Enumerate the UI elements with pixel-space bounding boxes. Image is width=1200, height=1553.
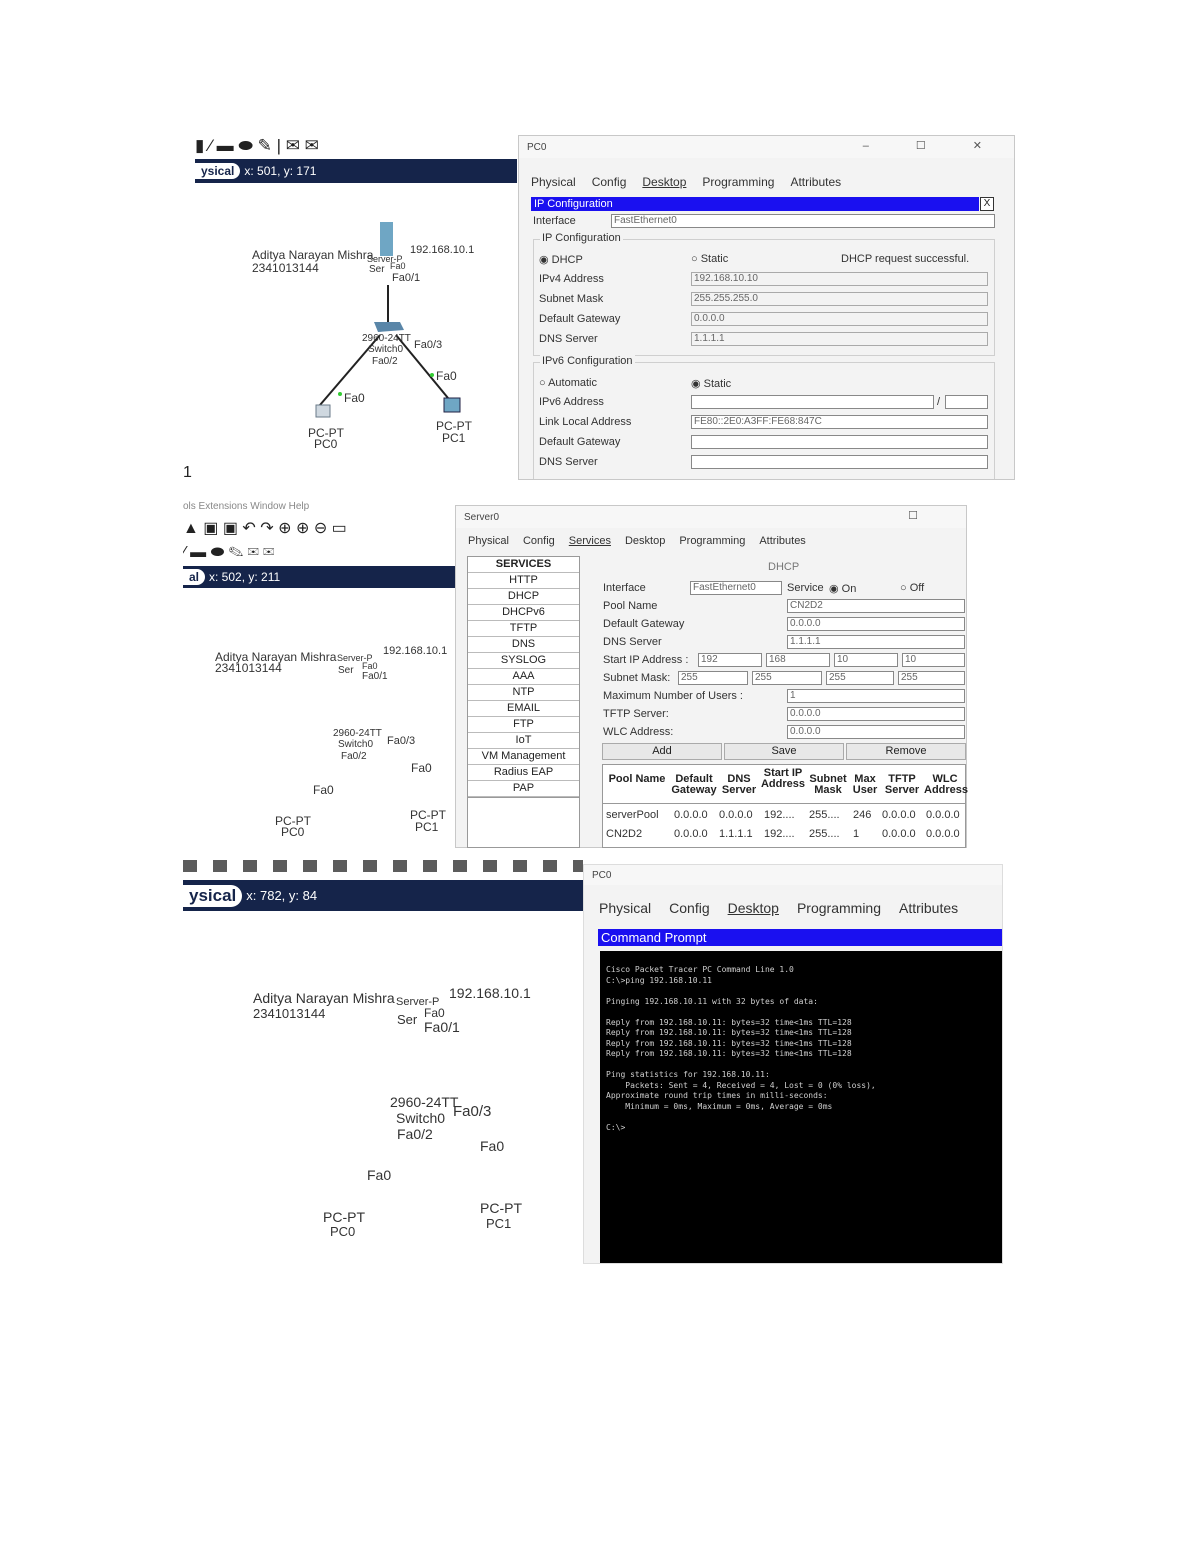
switch-port-left: Fa0/2 — [341, 751, 367, 762]
max-users-label: Maximum Number of Users : — [603, 690, 743, 702]
cell-mask: 255.... — [809, 809, 840, 821]
cell-wlc: 0.0.0.0 — [926, 809, 960, 821]
mask-octet-1[interactable]: 255 — [678, 671, 748, 685]
pc0-icon — [316, 405, 330, 417]
terminal-line — [606, 1112, 1003, 1123]
terminal-line: Reply from 192.168.10.11: bytes=32 time<1ms TTL=128 — [606, 1017, 852, 1027]
service-dhcpv6[interactable]: DHCPv6 — [468, 605, 579, 621]
pc0-command-prompt-window — [583, 864, 1003, 1264]
cursor-coords: x: 502, y: 211 — [209, 570, 281, 584]
tab-physical[interactable]: Physical — [599, 900, 652, 916]
switch-port-left: Fa0/2 — [372, 356, 398, 367]
main-toolbar[interactable]: ▲ ▣ ▣ ↶ ↷ ⊕ ⊕ ⊖ ▭ — [183, 520, 347, 537]
author-name: Aditya Narayan Mishra — [252, 248, 374, 262]
ipv4-label: IPv4 Address — [539, 273, 604, 285]
auto-label: Automatic — [548, 377, 598, 389]
server-short-label: Ser — [338, 665, 354, 676]
tab-attributes[interactable]: Attributes — [759, 535, 806, 547]
dhcp-label: DHCP — [551, 254, 583, 266]
pc1-port: Fa0 — [480, 1138, 505, 1154]
roll-number: 2341013144 — [253, 1006, 326, 1021]
switch-port-right: Fa0/3 — [453, 1103, 492, 1120]
dns-field[interactable]: 1.1.1.1 — [787, 635, 965, 649]
cell-pool-name: serverPool — [606, 809, 659, 821]
author-name: Aditya Narayan Mishra — [253, 990, 395, 1006]
pc0-type: PC-PT — [323, 1209, 365, 1225]
gateway6-field[interactable] — [691, 435, 988, 449]
cell-max-user: 246 — [853, 809, 872, 821]
tab-attributes[interactable]: Attributes — [790, 175, 842, 189]
ipv6-prefix-field[interactable] — [945, 395, 988, 409]
drawing-toolbar[interactable]: ⁄ ▬ ⬬ ✎ ✉ ✉ — [183, 544, 275, 561]
cell-tftp: 0.0.0.0 — [882, 809, 916, 821]
server-short-label: Ser — [397, 1012, 418, 1027]
pc0-name: PC0 — [281, 825, 305, 839]
cursor-coords: x: 782, y: 84 — [246, 888, 318, 903]
tab-desktop[interactable]: Desktop — [642, 175, 687, 189]
service-iot[interactable]: IoT — [468, 733, 579, 749]
terminal-line: Approximate round trip times in milli-seconds: — [606, 1091, 828, 1100]
server-icon — [380, 222, 393, 256]
terminal-line: Reply from 192.168.10.11: bytes=32 time<1ms TTL=128 — [606, 1049, 852, 1058]
physical-tab[interactable]: ysical — [195, 163, 240, 179]
interface-select[interactable]: FastEthernet0 — [690, 581, 782, 595]
mask-field[interactable]: 255.255.255.0 — [691, 292, 988, 306]
services-list — [467, 556, 580, 798]
pc1-type: PC-PT — [480, 1200, 522, 1216]
terminal-line: Ping statistics for 192.168.10.11: — [606, 1070, 770, 1079]
server-short-label: Ser — [369, 264, 385, 275]
switch-name: Switch0 — [338, 739, 374, 750]
pc0-port: Fa0 — [313, 783, 334, 797]
ipv6-field[interactable] — [691, 395, 934, 409]
gateway-field[interactable]: 0.0.0.0 — [691, 312, 988, 326]
dns-label: DNS Server — [539, 333, 598, 345]
server-label: Server-P — [367, 254, 403, 264]
services-header: SERVICES — [468, 557, 579, 573]
pc1-name: PC1 — [415, 820, 439, 834]
col-max-user: Max User — [852, 773, 878, 796]
window-titlebar — [456, 506, 966, 528]
gateway-label: Default Gateway — [539, 313, 621, 325]
pc0-name: PC0 — [330, 1224, 356, 1239]
service-aaa[interactable]: AAA — [468, 669, 579, 685]
cursor-coords: x: 501, y: 171 — [244, 164, 317, 178]
terminal-line: Reply from 192.168.10.11: bytes=32 time<1ms TTL=128 — [606, 1038, 852, 1048]
cell-start-ip: 192.... — [764, 828, 795, 840]
col-subnet-mask: Subnet Mask — [809, 773, 847, 796]
physical-tab[interactable]: al — [183, 569, 205, 585]
on-label: On — [841, 583, 857, 595]
start-ip-octet-3[interactable]: 10 — [834, 653, 898, 667]
window-titlebar — [519, 136, 1014, 158]
window-controls[interactable]: ☐ — [908, 510, 940, 522]
service-ftp[interactable]: FTP — [468, 717, 579, 733]
window-titlebar — [584, 865, 1002, 885]
pc0-type: PC-PT — [275, 814, 311, 828]
server-ip: 192.168.10.1 — [449, 985, 531, 1001]
pc1-icon — [444, 398, 460, 412]
service-pap[interactable]: PAP — [468, 781, 579, 797]
wlc-field[interactable]: 0.0.0.0 — [787, 725, 965, 739]
start-ip-octet-2[interactable]: 168 — [766, 653, 830, 667]
terminal-line: C:\> — [606, 1122, 626, 1132]
pc1-port: Fa0 — [436, 369, 457, 383]
static6-radio[interactable]: ◉ Static — [691, 378, 732, 390]
server-port: Fa0 — [362, 661, 378, 671]
mask-octet-3[interactable]: 255 — [826, 671, 894, 685]
tab-desktop[interactable]: Desktop — [624, 535, 666, 547]
tab-desktop[interactable]: Desktop — [727, 900, 779, 916]
table-divider — [602, 803, 966, 804]
cell-gateway: 0.0.0.0 — [674, 828, 708, 840]
dns6-label: DNS Server — [539, 456, 598, 468]
service-tftp[interactable]: TFTP — [468, 621, 579, 637]
terminal-line: Packets: Sent = 4, Received = 4, Lost = 0 (0% loss), — [606, 1080, 876, 1090]
tab-config[interactable]: Config — [522, 535, 555, 547]
tab-physical[interactable]: Physical — [468, 535, 509, 547]
add-button[interactable]: Add — [602, 743, 722, 760]
pc0-ip-config-window — [518, 135, 1015, 480]
gateway6-label: Default Gateway — [539, 436, 621, 448]
service-http[interactable]: HTTP — [468, 573, 579, 589]
ipv6-prefix-slash: / — [937, 396, 941, 408]
window-title: PC0 — [527, 141, 547, 153]
interface-label: Interface — [533, 215, 576, 227]
wlc-label: WLC Address: — [603, 726, 674, 738]
physical-tab[interactable]: ysical — [183, 885, 242, 907]
service-on-radio[interactable]: ◉ On — [829, 583, 857, 595]
cell-mask: 255.... — [809, 828, 840, 840]
author-name: Aditya Narayan Mishra — [215, 650, 337, 664]
tab-attributes[interactable]: Attributes — [899, 900, 959, 916]
static-radio[interactable]: ○ Static — [691, 253, 729, 265]
server-label: Server-P — [337, 653, 373, 663]
cell-tftp: 0.0.0.0 — [882, 828, 916, 840]
col-default-gateway: Default Gateway — [671, 773, 717, 796]
static6-label: Static — [703, 378, 732, 390]
start-ip-octet-1[interactable]: 192 — [698, 653, 762, 667]
interface-label: Interface — [603, 582, 646, 594]
switch-name: Switch0 — [396, 1110, 446, 1126]
pc1-type: PC-PT — [436, 419, 472, 433]
switch-port-right: Fa0/3 — [414, 339, 443, 351]
ipv6-label: IPv6 Address — [539, 396, 604, 408]
roll-number: 2341013144 — [252, 261, 319, 275]
service-syslog[interactable]: SYSLOG — [468, 653, 579, 669]
tab-config[interactable]: Config — [669, 900, 710, 916]
service-dhcp[interactable]: DHCP — [468, 589, 579, 605]
dhcp-section-title: DHCP — [768, 561, 800, 573]
terminal-output[interactable] — [600, 951, 1003, 1264]
window-title: Server0 — [464, 511, 500, 523]
col-dns-server: DNS Server — [721, 773, 757, 796]
static-label: Static — [700, 253, 729, 265]
tab-programming[interactable]: Programming — [702, 175, 775, 189]
ipv4-field[interactable]: 192.168.10.10 — [691, 272, 988, 286]
tab-physical[interactable]: Physical — [531, 175, 576, 189]
pc1-name: PC1 — [442, 431, 466, 445]
max-users-field[interactable]: 1 — [787, 689, 965, 703]
service-dns[interactable]: DNS — [468, 637, 579, 653]
drawing-toolbar[interactable]: ▮ ⁄ ▬ ⬬ ✎ | ✉ ✉ — [195, 136, 319, 155]
roll-number: 2341013144 — [215, 661, 282, 675]
server-ip: 192.168.10.1 — [410, 244, 475, 256]
off-label: Off — [909, 582, 925, 594]
tftp-field[interactable]: 0.0.0.0 — [787, 707, 965, 721]
col-start-ip: Start IP Address — [760, 767, 806, 790]
service-label: Service — [787, 582, 824, 594]
workspace-bar — [183, 880, 583, 911]
ip-config-header: IP Configuration — [531, 197, 979, 211]
tab-services[interactable]: Services — [568, 535, 611, 547]
services-list-blank — [467, 798, 580, 848]
pc1-name: PC1 — [486, 1216, 512, 1231]
pc1-port: Fa0 — [411, 761, 432, 775]
switch-port-up: Fa0/1 — [362, 671, 388, 682]
switch-model: 2960-24TT — [333, 728, 382, 739]
cell-wlc: 0.0.0.0 — [926, 828, 960, 840]
col-tftp-server: TFTP Server — [884, 773, 920, 796]
mask-label: Subnet Mask — [539, 293, 604, 305]
tftp-label: TFTP Server: — [603, 708, 669, 720]
terminal-line: C:\>ping 192.168.10.11 — [606, 975, 712, 985]
close-button[interactable]: X — [980, 197, 994, 211]
interface-select[interactable]: FastEthernet0 — [611, 214, 995, 228]
link-local-field[interactable]: FE80::2E0:A3FF:FE68:847C — [691, 415, 988, 429]
switch-port-left: Fa0/2 — [397, 1126, 433, 1142]
pool-name-field[interactable]: CN2D2 — [787, 599, 965, 613]
topology-pane-3 — [183, 860, 583, 1264]
cell-gateway: 0.0.0.0 — [674, 809, 708, 821]
terminal-line — [606, 1060, 1003, 1071]
cell-dns: 0.0.0.0 — [719, 809, 753, 821]
gateway-field[interactable]: 0.0.0.0 — [787, 617, 965, 631]
command-prompt-header: Command Prompt — [598, 929, 1003, 946]
ipv4-group-label: IP Configuration — [542, 232, 621, 244]
server-port: Fa0 — [390, 261, 406, 271]
switch-port-right: Fa0/3 — [387, 735, 416, 747]
server-label: Server-P — [396, 996, 440, 1008]
switch-model: 2960-24TT — [390, 1094, 459, 1110]
start-ip-octet-4[interactable]: 10 — [902, 653, 965, 667]
switch-port-up: Fa0/1 — [392, 272, 421, 284]
ipv6-group-label: IPv6 Configuration — [542, 355, 633, 367]
window-controls[interactable]: – ☐ ✕ — [862, 140, 1004, 152]
service-ntp[interactable]: NTP — [468, 685, 579, 701]
cell-pool-name: CN2D2 — [606, 828, 643, 840]
pc0-port: Fa0 — [344, 391, 365, 405]
cell-max-user: 1 — [853, 828, 860, 840]
terminal-line: Pinging 192.168.10.11 with 32 bytes of data: — [606, 996, 818, 1006]
terminal-line — [606, 1007, 1003, 1018]
switch-icon — [374, 322, 404, 332]
server-port: Fa0 — [424, 1006, 445, 1020]
switch-model: 2960-24TT — [362, 333, 411, 344]
auto-radio[interactable]: ○ Automatic — [539, 377, 598, 389]
remove-button[interactable]: Remove — [846, 743, 966, 760]
terminal-line: Minimum = 0ms, Maximum = 0ms, Average = 0ms — [606, 1101, 833, 1111]
terminal-line: Cisco Packet Tracer PC Command Line 1.0 — [606, 965, 794, 974]
start-ip-label: Start IP Address : — [603, 654, 689, 666]
col-pool-name: Pool Name — [608, 773, 666, 785]
gateway-label: Default Gateway — [603, 618, 685, 630]
terminal-line: Reply from 192.168.10.11: bytes=32 time<1ms TTL=128 — [606, 1028, 852, 1037]
tab-config[interactable]: Config — [591, 175, 627, 189]
dns6-field[interactable] — [691, 455, 988, 469]
pc0-name: PC0 — [314, 437, 338, 451]
mask-label: Subnet Mask: — [603, 672, 671, 684]
service-radius-eap[interactable]: Radius EAP — [468, 765, 579, 781]
service-vm-management[interactable]: VM Management — [468, 749, 579, 765]
tab-programming[interactable]: Programming — [796, 900, 881, 916]
pool-name-label: Pool Name — [603, 600, 658, 612]
dhcp-radio[interactable]: ◉ DHCP — [539, 254, 583, 266]
dns-field[interactable]: 1.1.1.1 — [691, 332, 988, 346]
dns-label: DNS Server — [603, 636, 662, 648]
window-title: PC0 — [592, 869, 612, 881]
pc1-type: PC-PT — [410, 808, 446, 822]
menu-bar[interactable]: ols Extensions Window Help — [183, 501, 310, 512]
pc0-port: Fa0 — [367, 1167, 392, 1183]
service-off-radio[interactable]: ○ Off — [900, 582, 925, 594]
col-wlc-address: WLC Address — [924, 773, 969, 796]
service-email[interactable]: EMAIL — [468, 701, 579, 717]
cell-start-ip: 192.... — [764, 809, 795, 821]
save-button[interactable]: Save — [724, 743, 844, 760]
workspace-bar — [183, 566, 455, 588]
pc0-type: PC-PT — [308, 426, 344, 440]
server-ip: 192.168.10.1 — [383, 645, 448, 657]
dhcp-status: DHCP request successful. — [841, 253, 970, 265]
cell-dns: 1.1.1.1 — [719, 828, 753, 840]
mask-octet-4[interactable]: 255 — [898, 671, 965, 685]
figure-number: 1 — [183, 464, 192, 481]
mask-octet-2[interactable]: 255 — [752, 671, 822, 685]
terminal-line — [606, 986, 1003, 997]
link-local-label: Link Local Address — [539, 416, 632, 428]
drawing-toolbar[interactable] — [183, 860, 583, 872]
switch-name: Switch0 — [368, 344, 404, 355]
tab-programming[interactable]: Programming — [679, 535, 746, 547]
switch-port-up: Fa0/1 — [424, 1019, 460, 1035]
